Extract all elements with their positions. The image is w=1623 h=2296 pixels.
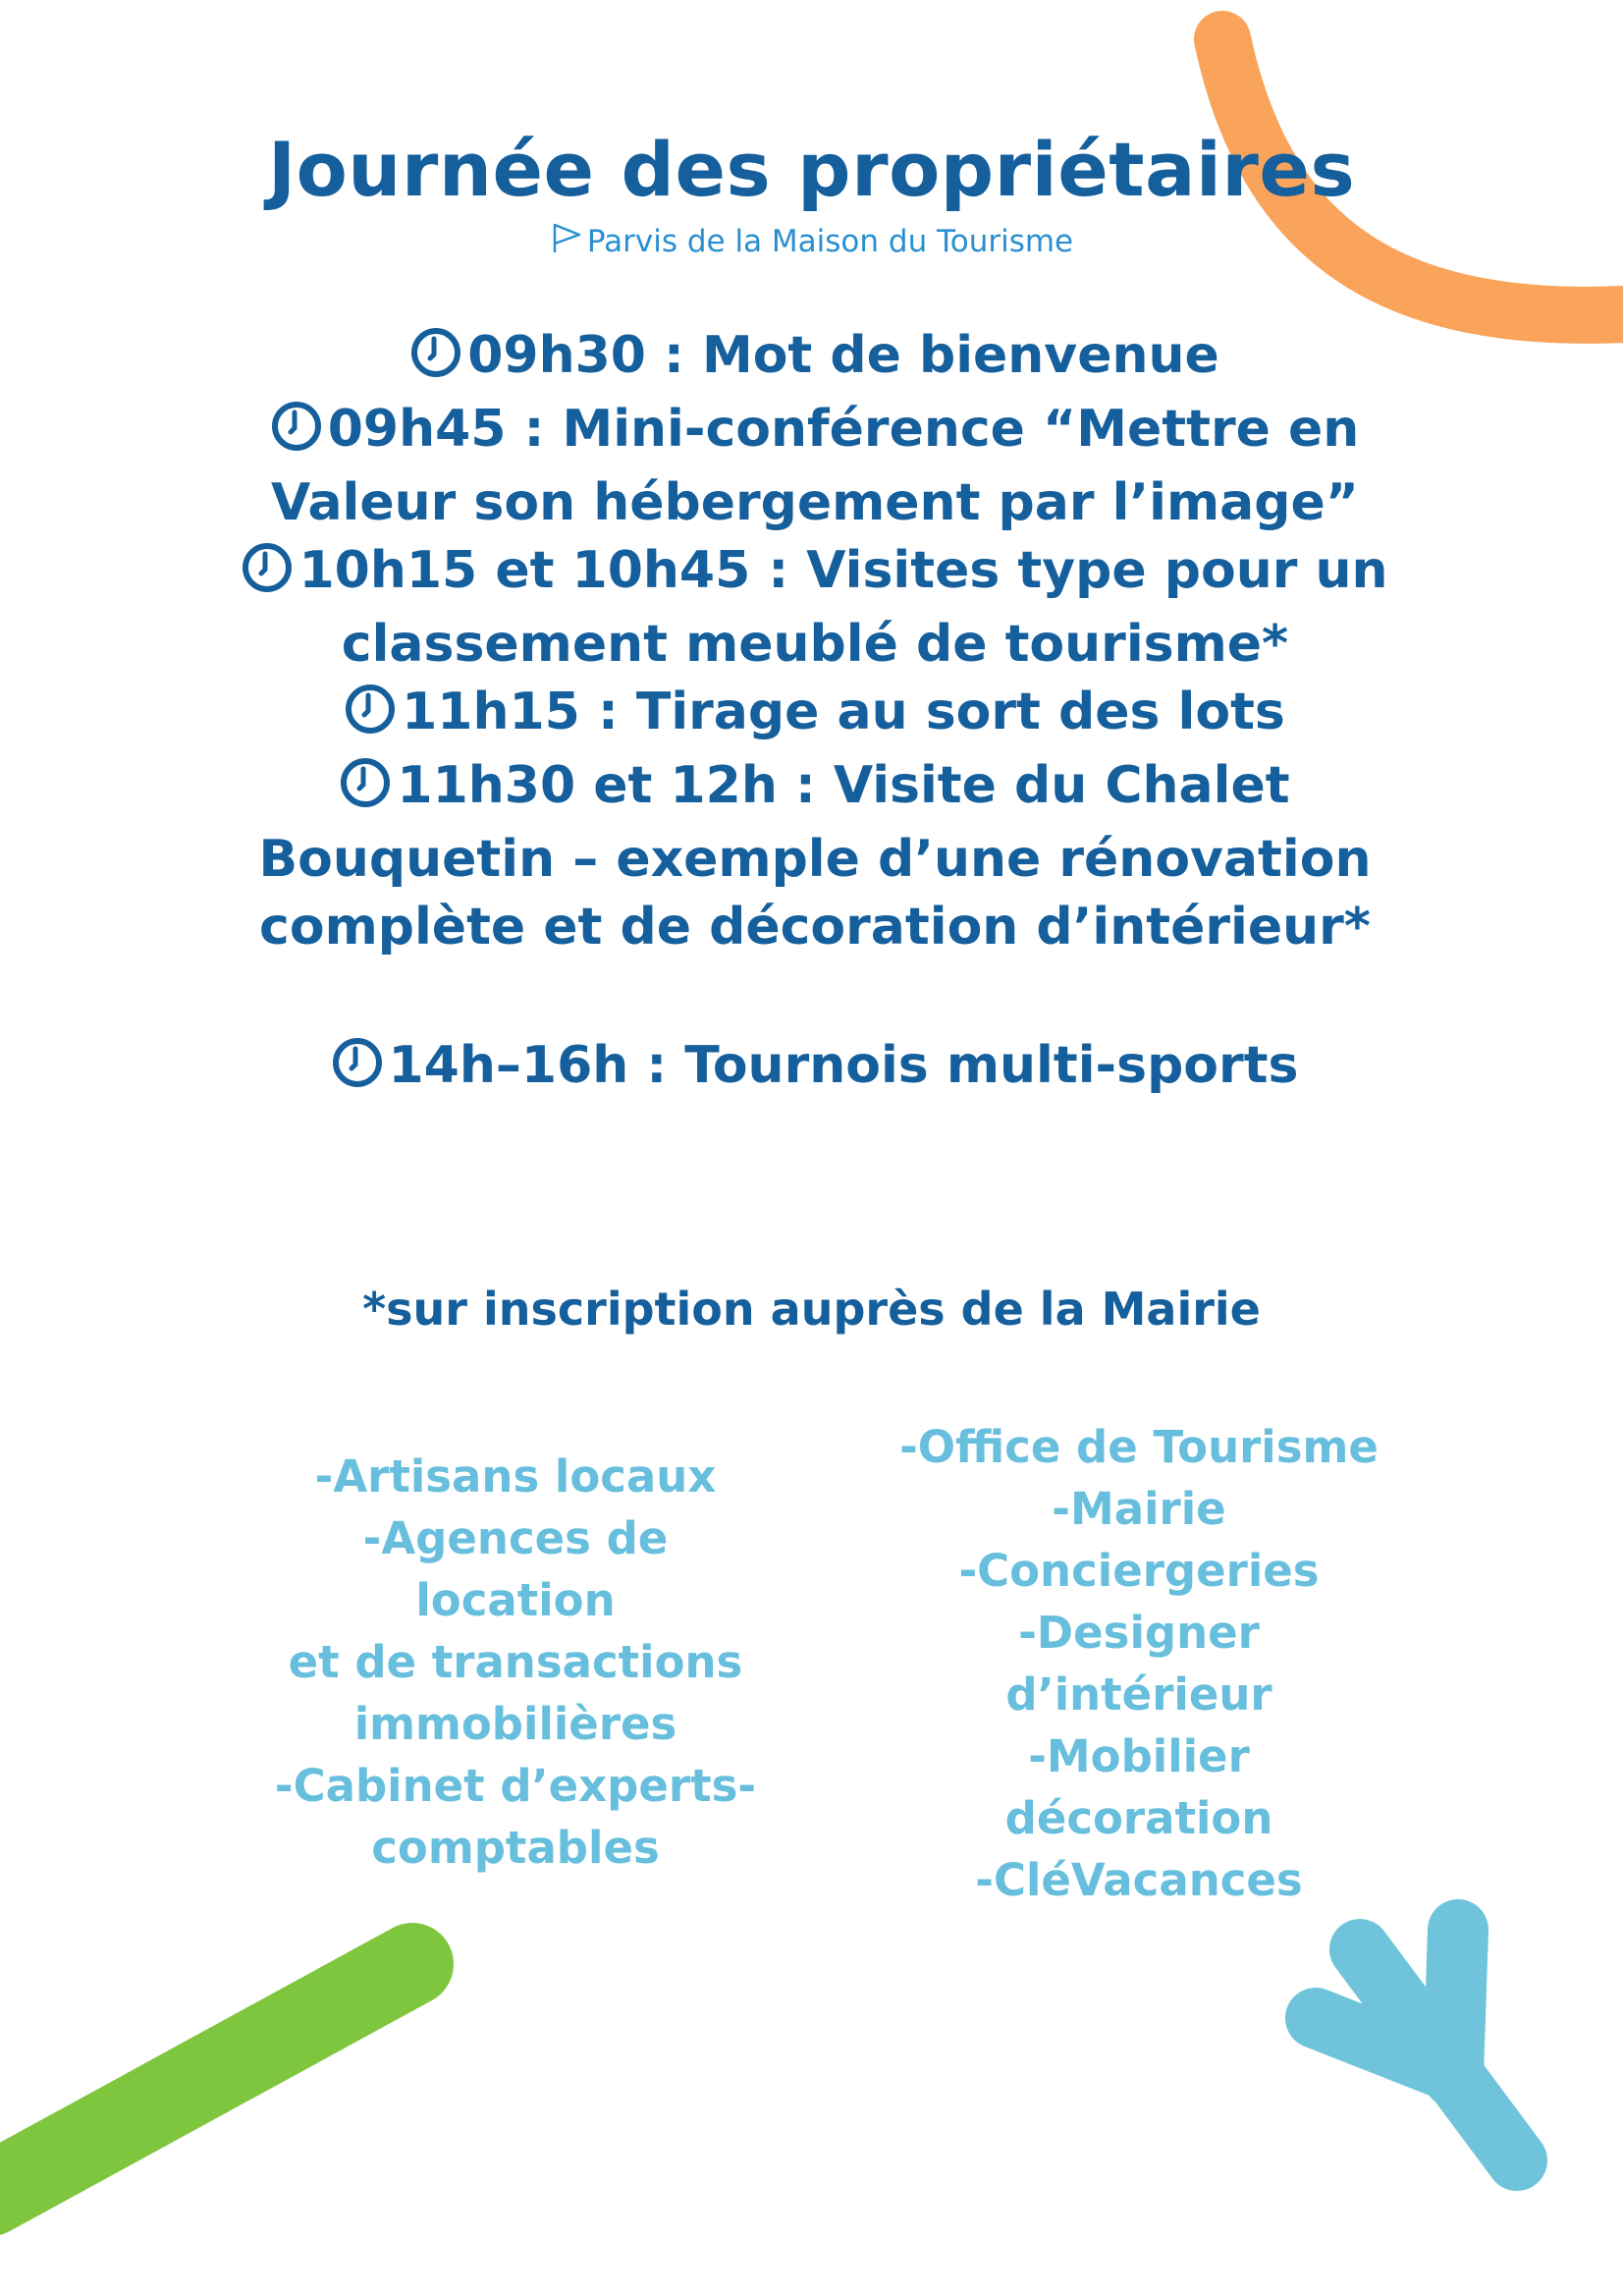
exhibitor-line: -Agences de bbox=[362, 1512, 669, 1564]
exhibitor-line: décoration bbox=[1004, 1792, 1273, 1844]
exhibitor-line: -Mobilier bbox=[1028, 1730, 1250, 1782]
schedule-item bbox=[226, 537, 1404, 679]
page-title: Journée des propriétaires bbox=[267, 126, 1356, 213]
exhibitor-line: -Designer bbox=[1018, 1607, 1260, 1659]
location-text: Parvis de la Maison du Tourisme bbox=[586, 224, 1074, 259]
registration-note: *sur inscription auprès de la Mairie bbox=[362, 1283, 1261, 1336]
green-stroke-shape bbox=[0, 1964, 412, 2195]
schedule-item-text: 09h30 : Mot de bienvenue bbox=[467, 326, 1219, 385]
schedule-item bbox=[226, 752, 1404, 961]
schedule-list bbox=[226, 322, 1404, 1106]
exhibitor-line: -Artisans locaux bbox=[314, 1450, 717, 1503]
exhibitor-line: immobilières bbox=[353, 1698, 677, 1750]
exhibitor-line: location bbox=[415, 1574, 616, 1626]
exhibitors-right-column bbox=[844, 1416, 1434, 1911]
exhibitor-line: -Cabinet d’experts- bbox=[274, 1760, 757, 1812]
schedule-item-text: 14h–16h : Tournois multi-sports bbox=[388, 1036, 1299, 1095]
exhibitor-line: d’intérieur bbox=[1005, 1668, 1272, 1721]
clock-icon bbox=[242, 542, 293, 611]
clock-icon bbox=[340, 757, 391, 826]
clock-icon bbox=[410, 327, 461, 396]
exhibitor-line: -Conciergeries bbox=[958, 1545, 1320, 1597]
exhibitor-line: comptables bbox=[371, 1822, 660, 1874]
schedule-item-text: 11h15 : Tirage au sort des lots bbox=[402, 683, 1285, 741]
flag-icon bbox=[550, 222, 583, 263]
clock-icon bbox=[332, 1037, 383, 1106]
schedule-item-text: 09h45 : Mini-conférence “Mettre en Valeur son hébergement par l’image” bbox=[271, 400, 1360, 532]
exhibitor-line: et de transactions bbox=[288, 1636, 743, 1688]
clock-icon bbox=[345, 683, 396, 752]
exhibitors-left-column bbox=[216, 1446, 815, 1879]
event-location bbox=[0, 222, 1623, 263]
exhibitor-line: -Mairie bbox=[1052, 1483, 1226, 1535]
schedule-item bbox=[226, 396, 1404, 537]
clock-icon bbox=[271, 401, 322, 469]
schedule-item-text: 11h30 et 12h : Visite du Chalet Bouquetin – exemple d’une rénovation complète et de décoration d’intérieur* bbox=[258, 756, 1372, 957]
schedule-item-text: 10h15 et 10h45 : Visites type pour un classement meublé de tourisme* bbox=[298, 541, 1388, 674]
schedule-item bbox=[226, 322, 1404, 396]
exhibitor-line: -Office de Tourisme bbox=[899, 1421, 1379, 1473]
exhibitor-line: -CléVacances bbox=[975, 1854, 1303, 1906]
schedule-item bbox=[226, 679, 1404, 752]
schedule-item bbox=[226, 1032, 1404, 1106]
